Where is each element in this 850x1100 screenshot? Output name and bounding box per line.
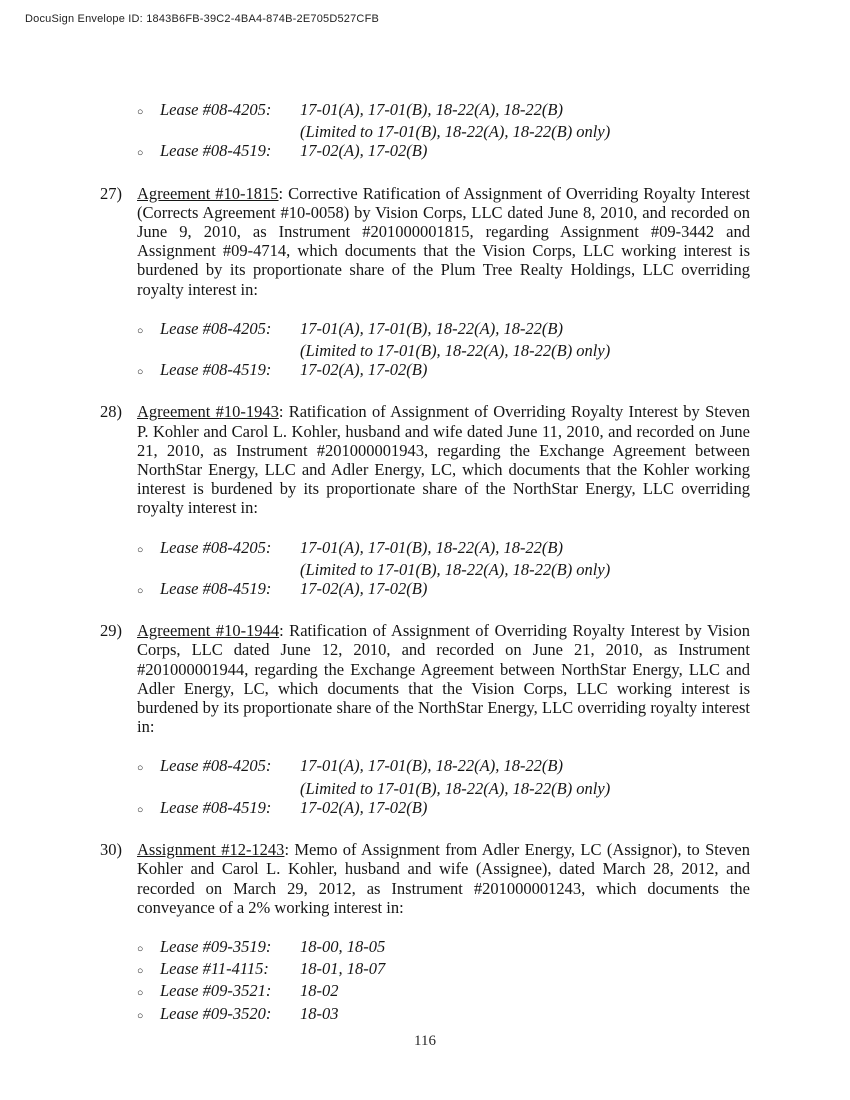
item-title: Agreement #10-1944 (137, 621, 280, 641)
circle-bullet-icon: ○ (137, 1010, 144, 1022)
lease-limitation-note: (Limited to 17-01(B), 18-22(A), 18-22(B) only) (300, 341, 611, 361)
lease-label: Lease #08-4205: (160, 100, 272, 119)
lease-label: Lease #09-3521: (160, 981, 272, 1001)
lease-row (137, 798, 750, 820)
lease-row (137, 959, 750, 981)
item-body: : Corrective Ratification of Assignment of Overriding Royalty Interest (Corrects Agreement #10-0058) by Vision Corps, LLC dated June 8, 2010, and recorded on June 9, 2010, as Instrument #201000001815, regarding Assignment #09-3442 and Assignment #09-4714, which documents that the Vision Corps, LLC working interest is burdened by its proportionate share of the Plum Tree Realty Holdings, LLC overriding royalty interest in: (137, 183, 750, 299)
lease-label: Lease #08-4205: (160, 318, 272, 338)
lease-label: Lease #09-3519: (160, 936, 272, 956)
lease-block-item-28 (137, 538, 750, 602)
item-paragraph (137, 621, 750, 736)
item-paragraph (137, 840, 750, 917)
lease-row (137, 579, 750, 601)
item-body: : Ratification of Assignment of Overriding Royalty Interest by Vision Corps, LLC dated June 12, 2010, and recorded on June 21, 2010, as Instrument #201000001944, regarding the Exchange Agreement between NorthStar Energy, LLC and Adler Energy, LC, which documents that the Vision Corps, LLC working interest is burdened by its proportionate share of the NorthStar Energy, LLC overriding royalty interest in: (137, 621, 751, 737)
lease-label: Lease #08-4205: (160, 756, 272, 776)
lease-row (137, 319, 750, 341)
circle-bullet-icon: ○ (137, 804, 144, 816)
lease-row (137, 100, 750, 122)
circle-bullet-icon: ○ (137, 763, 144, 775)
item-body: : Memo of Assignment from Adler Energy, LC (Assignor), to Steven Kohler and Carol L. Kohler, husband and wife (Assignee), dated March 28, 2012, and recorded on March 29, 2012, as Instrument #201000001243, which documents the conveyance of a 2% working interest in: (137, 840, 750, 917)
lease-row (137, 1004, 750, 1026)
circle-bullet-icon: ○ (137, 367, 144, 379)
lease-value: 17-02(A), 17-02(B) (300, 797, 428, 817)
lease-value: 17-02(A), 17-02(B) (300, 360, 428, 380)
item-number: 27) (100, 183, 122, 203)
lease-row-continuation (137, 779, 750, 798)
item-body: : Ratification of Assignment of Overriding Royalty Interest by Steven P. Kohler and Carol L. Kohler, husband and wife dated June 11, 2010, and recorded on June 21, 2010, as Instrument #201000001943, regarding the Exchange Agreement between NorthStar Energy, LLC and Adler Energy, LC, which documents that the Kohler working interest is burdened by its proportionate share of the NorthStar Energy, LLC overriding royalty interest in: (137, 402, 751, 518)
lease-label: Lease #08-4519: (160, 579, 272, 599)
lease-block-item-29 (137, 756, 750, 820)
lease-row (137, 360, 750, 382)
lease-value: 18-02 (300, 981, 339, 1001)
lease-value: 17-01(A), 17-01(B), 18-22(A), 18-22(B) (300, 537, 564, 557)
item-title: Agreement #10-1815 (137, 183, 279, 203)
item-paragraph (137, 184, 750, 299)
lease-row-continuation (137, 341, 750, 360)
lease-value: 17-01(A), 17-01(B), 18-22(A), 18-22(B) (300, 318, 564, 338)
lease-value: 18-03 (300, 1003, 339, 1023)
document-content (100, 100, 750, 1026)
circle-bullet-icon: ○ (137, 586, 144, 598)
item-title: Assignment #12-1243 (137, 840, 285, 860)
lease-value: 17-02(A), 17-02(B) (300, 141, 428, 161)
lease-label: Lease #11-4115: (160, 959, 269, 979)
lease-label: Lease #08-4519: (160, 141, 272, 161)
lease-limitation-note: (Limited to 17-01(B), 18-22(A), 18-22(B) only) (300, 559, 611, 579)
numbered-item-28 (100, 402, 750, 517)
lease-row (137, 538, 750, 560)
circle-bullet-icon: ○ (137, 107, 144, 118)
lease-label: Lease #08-4205: (160, 537, 272, 557)
lease-row (137, 981, 750, 1003)
lease-limitation-note: (Limited to 17-01(B), 18-22(A), 18-22(B) only) (300, 122, 611, 142)
item-paragraph (137, 402, 750, 517)
lease-label: Lease #08-4519: (160, 797, 272, 817)
numbered-item-30 (100, 840, 750, 917)
lease-value: 18-00, 18-05 (300, 936, 386, 956)
numbered-item-29 (100, 621, 750, 736)
lease-value: 17-01(A), 17-01(B), 18-22(A), 18-22(B) (300, 100, 564, 119)
lease-row (137, 937, 750, 959)
lease-row (137, 756, 750, 778)
circle-bullet-icon: ○ (137, 544, 144, 556)
lease-block-item-30 (137, 937, 750, 1026)
item-number: 28) (100, 402, 122, 422)
lease-row-continuation (137, 122, 750, 141)
page-number: 116 (414, 1033, 436, 1049)
circle-bullet-icon: ○ (137, 148, 144, 160)
numbered-item-27 (100, 184, 750, 299)
lease-label: Lease #08-4519: (160, 360, 272, 380)
item-number: 29) (100, 621, 122, 641)
lease-limitation-note: (Limited to 17-01(B), 18-22(A), 18-22(B) only) (300, 778, 611, 798)
docusign-envelope-id: DocuSign Envelope ID: 1843B6FB-39C2-4BA4-874B-2E705D527CFB (25, 13, 380, 25)
circle-bullet-icon: ○ (137, 966, 144, 978)
lease-row (137, 141, 750, 163)
lease-block-intro (137, 100, 750, 164)
circle-bullet-icon: ○ (137, 988, 144, 1000)
lease-row-continuation (137, 560, 750, 579)
lease-label: Lease #09-3520: (160, 1003, 272, 1023)
item-title: Agreement #10-1943 (137, 402, 279, 422)
item-number: 30) (100, 840, 122, 860)
lease-block-item-27 (137, 319, 750, 383)
lease-value: 18-01, 18-07 (300, 959, 386, 979)
circle-bullet-icon: ○ (137, 325, 144, 337)
lease-value: 17-01(A), 17-01(B), 18-22(A), 18-22(B) (300, 756, 564, 776)
circle-bullet-icon: ○ (137, 943, 144, 955)
lease-value: 17-02(A), 17-02(B) (300, 579, 428, 599)
